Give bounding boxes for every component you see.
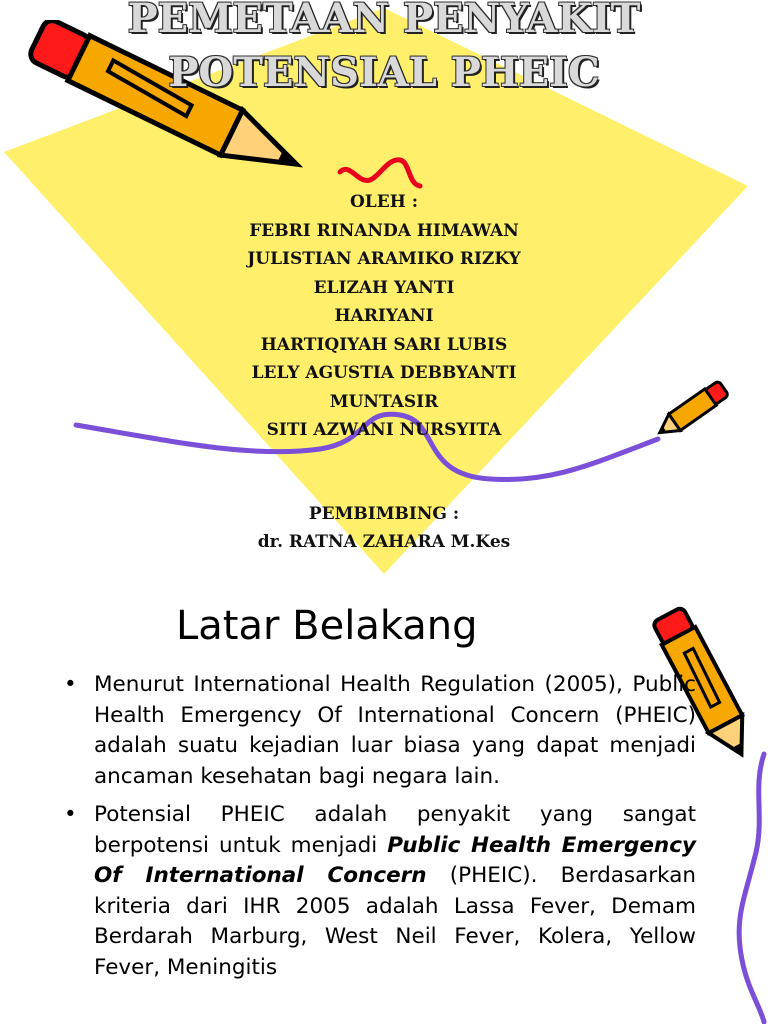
bullet-item	[60, 670, 696, 792]
bullet-text: Menurut International Health Regulation (2005), Public Health Emergency Of International Concern (PHEIC) adalah suatu kejadian luar biasa yang dapat menjadi ancaman kesehatan bagi negara lain.	[94, 672, 696, 789]
slide-title	[0, 0, 768, 100]
bullet-list	[60, 670, 696, 991]
purple-squiggle-line	[728, 750, 768, 1024]
pembimbing-label: PEMBIMBING :	[308, 504, 460, 524]
oleh-label: OLEH :	[350, 192, 418, 212]
title-line-2: POTENSIAL PHEIC	[168, 49, 600, 96]
author-name: FEBRI RINANDA HIMAWAN	[249, 220, 519, 241]
content-slide	[0, 575, 768, 1024]
author-name: MUNTASIR	[329, 391, 439, 412]
author-name: SITI AZWANI NURSYITA	[266, 420, 502, 440]
author-name: HARTIQIYAH SARI LUBIS	[260, 334, 508, 355]
section-heading: Latar Belakang	[176, 603, 478, 649]
bullet-emphasis: Public Health Emergency Of International Concern	[94, 832, 696, 888]
author-name: ELIZAH YANTI	[313, 277, 455, 298]
bullet-text-suffix: (PHEIC). Berdasarkan kriteria dari IHR 2005 adalah Lassa Fever, Demam Berdarah Marburg, West Neil Fever, Kolera, Yellow Fever, Meningitis	[94, 863, 696, 980]
bullet-item	[60, 800, 696, 983]
supervisor-block	[0, 500, 768, 556]
title-line-1: PEMETAAN PENYAKIT	[127, 0, 641, 42]
bullet-text-prefix: Potensial PHEIC adalah penyakit yang sangat berpotensi untuk menjadi	[94, 802, 696, 858]
pembimbing-name: dr. RATNA ZAHARA M.Kes	[257, 532, 511, 552]
author-list	[0, 188, 768, 445]
author-name: HARIYANI	[334, 306, 434, 326]
author-name: JULISTIAN ARAMIKO RIZKY	[247, 249, 521, 269]
author-name: LELY AGUSTIA DEBBYANTI	[251, 363, 517, 383]
